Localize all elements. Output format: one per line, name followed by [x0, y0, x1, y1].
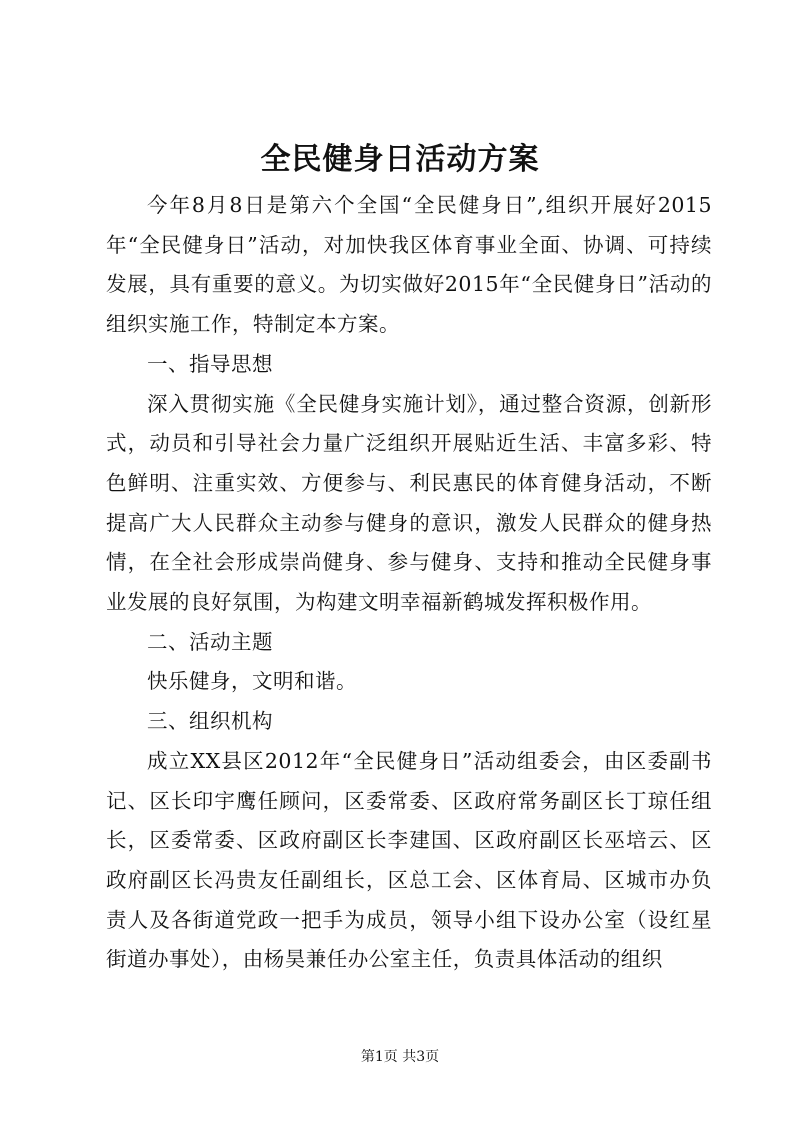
page-number-footer: 第1页 共3页 — [360, 1049, 440, 1065]
intro-paragraph: 今年8月8日是第六个全国“全民健身日”,组织开展好2015年“全民健身日”活动，对加快我区体育事业全面、协调、可持续发展，具有重要的意义。为切实做好2015年“全民健身日”活动的组织实施工作，特制定本方案。 — [106, 193, 712, 337]
organization-paragraph: 成立XX县区2012年“全民健身日”活动组委会，由区委副书记、区长印宇鹰任顾问，区委常委、区政府常务副区长丁琼任组长，区委常委、区政府副区长李建国、区政府副区长巫培云、区政府副区长冯贵友任副组长，区总工会、区体育局、区城市办负责人及各街道党政一把手为成员，领导小组下设办公室（设红星街道办事处），由杨昊兼任办公室主任，负责具体活动的组织 — [106, 748, 712, 972]
section-heading-guiding-ideology: 一、指导思想 — [147, 351, 273, 376]
section-heading-organization: 三、组织机构 — [147, 709, 273, 734]
section-heading-activity-theme: 二、活动主题 — [147, 629, 273, 654]
document-title: 全民健身日活动方案 — [260, 142, 540, 177]
document-body — [106, 186, 712, 980]
activity-theme-paragraph: 快乐健身，文明和谐。 — [147, 669, 357, 694]
guiding-ideology-paragraph: 深入贯彻实施《全民健身实施计划》，通过整合资源，创新形式，动员和引导社会力量广泛组织开展贴近生活、丰富多彩、特色鲜明、注重实效、方便参与、利民惠民的体育健身活动，不断提高广大人民群众主动参与健身的意识，激发人民群众的健身热情，在全社会形成崇尚健身、参与健身、支持和推动全民健身事业发展的良好氛围，为构建文明幸福新鹤城发挥积极作用。 — [106, 391, 712, 615]
